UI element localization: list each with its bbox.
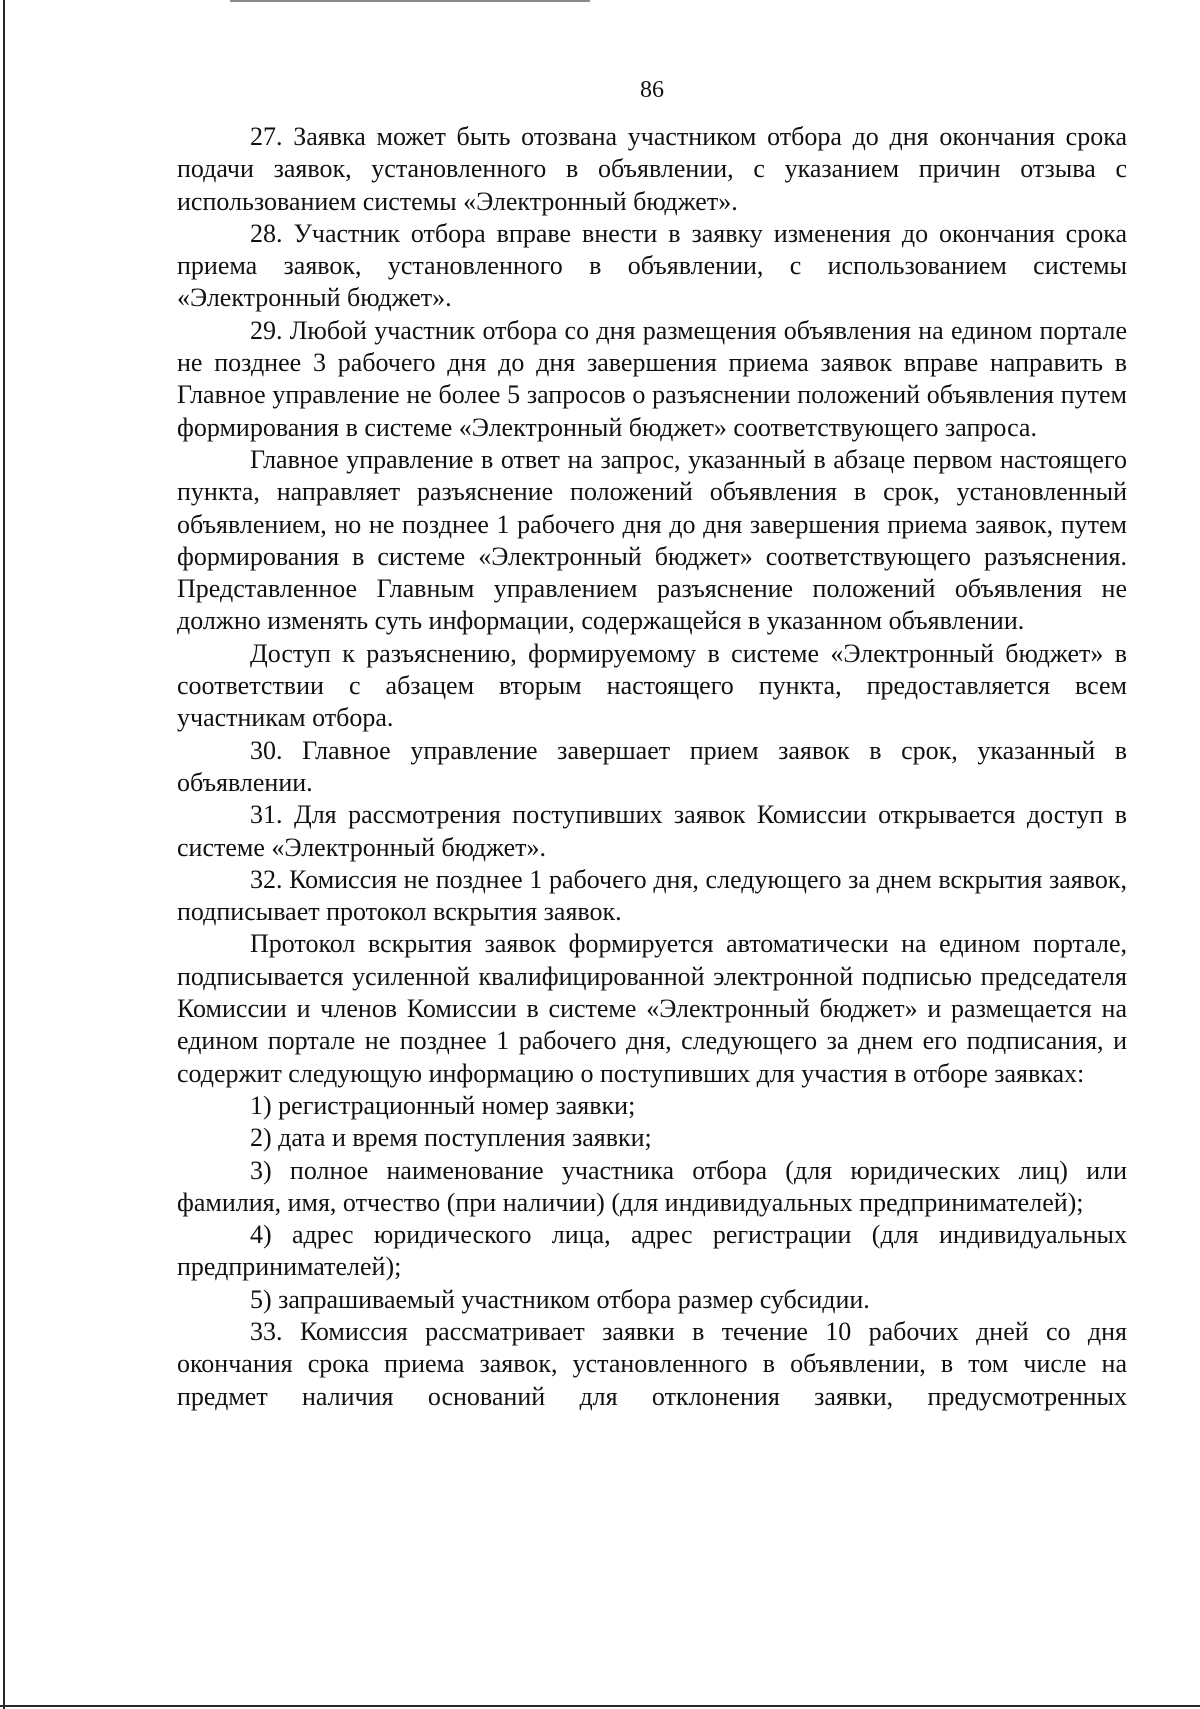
paragraph-29: 29. Любой участник отбора со дня размещения объявления на едином портале не позднее 3 рабочего дня до дня завершения приема заявок вправе направить в Главное управление не более 5 запросов о разъяснении положений объявления путем формирования в системе «Электронный бюджет» соответствующего запроса. [177,315,1127,442]
paragraph-31: 31. Для рассмотрения поступивших заявок Комиссии открывается доступ в системе «Электронный бюджет». [177,800,1127,862]
paragraph-32-protocol: Протокол вскрытия заявок формируется автоматически на едином портале, подписывается усиленной квалифицированной электронной подписью председателя Комиссии и членов Комиссии в системе «Электронный бюджет» и размещается на едином портале не позднее 1 рабочего дня, следующего за днем его подписания, и содержит следующую информацию о поступивших для участия в отборе заявках: [177,929,1127,1088]
list-item-3: 3) полное наименование участника отбора (для юридических лиц) или фамилия, имя, отчество (при наличии) (для индивидуальных предпринимателей); [177,1155,1127,1217]
paragraph-30: 30. Главное управление завершает прием заявок в срок, указанный в объявлении. [177,735,1127,797]
list-item-4: 4) адрес юридического лица, адрес регистрации (для индивидуальных предпринимателей); [177,1220,1127,1282]
paragraph-29-clarification: Главное управление в ответ на запрос, указанный в абзаце первом настоящего пункта, направляет разъяснение положений объявления в срок, установленный объявлением, но не позднее 1 рабочего дня до дня завершения приема заявок, путем формирования в системе «Электронный бюджет» соответствующего разъяснения. Представленное Главным управлением разъяснение положений объявления не должно изменять суть информации, содержащейся в указанном объявлении. [177,444,1127,636]
list-item-5: 5) запрашиваемый участником отбора размер субсидии. [250,1284,870,1314]
document-body [177,121,1127,1413]
paragraph-28: 28. Участник отбора вправе внести в заявку изменения до окончания срока приема заявок, установленного в объявлении, с использованием системы «Электронный бюджет». [177,218,1127,313]
scan-edge-bottom [0,1705,1200,1707]
scan-edge-top [230,0,590,2]
paragraph-27: 27. Заявка может быть отозвана участником отбора до дня окончания срока подачи заявок, установленного в объявлении, с указанием причин отзыва с использованием системы «Электронный бюджет». [177,122,1127,216]
page-number: 86 [640,77,664,103]
list-item-1: 1) регистрационный номер заявки; [250,1090,636,1120]
scan-edge-left [3,0,5,1709]
list-item-2: 2) дата и время поступления заявки; [250,1123,652,1153]
paragraph-33: 33. Комиссия рассматривает заявки в течение 10 рабочих дней со дня окончания срока приема заявок, установленного в объявлении, в том числе на предмет наличия оснований для отклонения заявки, предусмотренных [177,1316,1127,1411]
paragraph-29-access: Доступ к разъяснению, формируемому в системе «Электронный бюджет» в соответствии с абзацем вторым настоящего пункта, предоставляется всем участникам отбора. [177,638,1127,733]
paragraph-32: 32. Комиссия не позднее 1 рабочего дня, следующего за днем вскрытия заявок, подписывает протокол вскрытия заявок. [177,864,1127,927]
